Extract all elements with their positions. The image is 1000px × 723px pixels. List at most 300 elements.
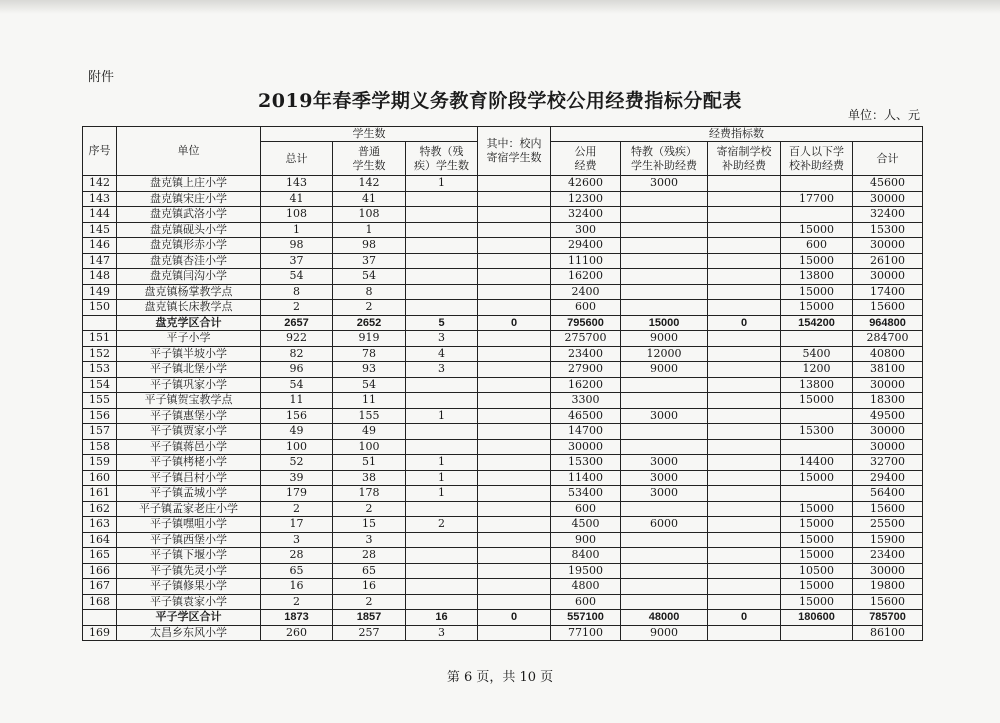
subtotal-row: [83, 315, 923, 331]
row-small-school-subsidy: 15000: [781, 300, 853, 316]
row-boarding: [478, 455, 551, 471]
row-public-funds: 275700: [551, 331, 621, 347]
row-unit-name: 平子镇修果小学: [117, 579, 261, 595]
row-boarding-subsidy: [708, 517, 781, 533]
row-total: 28: [261, 548, 333, 564]
row-boarding: [478, 532, 551, 548]
row-regular: 100: [333, 439, 406, 455]
row-boarding: [478, 517, 551, 533]
row-public-funds: 30000: [551, 439, 621, 455]
row-public-funds: 46500: [551, 408, 621, 424]
row-unit-name: 平子镇孟城小学: [117, 486, 261, 502]
row-seq: 144: [83, 207, 117, 223]
header-unit: 单位: [117, 127, 261, 176]
row-unit-name: 平子镇嘿咀小学: [117, 517, 261, 533]
row-boarding-subsidy: [708, 300, 781, 316]
row-special-subsidy: [621, 548, 708, 564]
row-special-subsidy: [621, 563, 708, 579]
row-small-school-subsidy: 13800: [781, 269, 853, 285]
row-boarding-subsidy: [708, 625, 781, 641]
row-sum: 30000: [853, 424, 923, 440]
row-boarding: [478, 222, 551, 238]
row-seq: 153: [83, 362, 117, 378]
row-regular: 28: [333, 548, 406, 564]
row-seq: [83, 610, 117, 626]
row-total: 54: [261, 377, 333, 393]
row-unit-name: 平子小学: [117, 331, 261, 347]
row-public-funds: 11100: [551, 253, 621, 269]
table-row: [83, 393, 923, 409]
allocation-table: [82, 126, 923, 641]
row-unit-name: 平子镇北堡小学: [117, 362, 261, 378]
table-row: [83, 548, 923, 564]
row-seq: 164: [83, 532, 117, 548]
row-special: 1: [406, 408, 478, 424]
row-special: [406, 532, 478, 548]
row-total: 39: [261, 470, 333, 486]
row-special-subsidy: [621, 532, 708, 548]
row-special-subsidy: [621, 439, 708, 455]
row-small-school-subsidy: 14400: [781, 455, 853, 471]
row-special: 4: [406, 346, 478, 362]
row-special-subsidy: [621, 579, 708, 595]
row-unit-name: 平子镇半坡小学: [117, 346, 261, 362]
row-public-funds: 12300: [551, 191, 621, 207]
row-special: [406, 238, 478, 254]
row-total: 8: [261, 284, 333, 300]
row-sum: 15600: [853, 501, 923, 517]
row-special-subsidy: 48000: [621, 610, 708, 626]
row-total: 65: [261, 563, 333, 579]
row-special-subsidy: [621, 424, 708, 440]
table-row: [83, 563, 923, 579]
row-boarding-subsidy: [708, 269, 781, 285]
table-body: [83, 176, 923, 641]
row-boarding-subsidy: [708, 362, 781, 378]
row-special: [406, 563, 478, 579]
row-sum: 785700: [853, 610, 923, 626]
row-total: 98: [261, 238, 333, 254]
table-row: [83, 238, 923, 254]
row-boarding-subsidy: [708, 222, 781, 238]
row-boarding: [478, 207, 551, 223]
row-special-subsidy: [621, 300, 708, 316]
row-sum: 26100: [853, 253, 923, 269]
row-public-funds: 53400: [551, 486, 621, 502]
row-public-funds: 4500: [551, 517, 621, 533]
row-boarding-subsidy: [708, 284, 781, 300]
row-special: 3: [406, 331, 478, 347]
row-seq: 151: [83, 331, 117, 347]
row-seq: 143: [83, 191, 117, 207]
row-boarding-subsidy: [708, 486, 781, 502]
row-boarding-subsidy: [708, 424, 781, 440]
row-small-school-subsidy: [781, 331, 853, 347]
row-boarding: 0: [478, 610, 551, 626]
row-public-funds: 11400: [551, 470, 621, 486]
row-unit-name: 平子学区合计: [117, 610, 261, 626]
row-boarding-subsidy: 0: [708, 610, 781, 626]
row-unit-name: 盘克镇闫沟小学: [117, 269, 261, 285]
row-total: 2: [261, 501, 333, 517]
row-regular: 54: [333, 269, 406, 285]
row-sum: 18300: [853, 393, 923, 409]
row-boarding: [478, 362, 551, 378]
row-boarding: [478, 424, 551, 440]
table-row: [83, 222, 923, 238]
row-special-subsidy: [621, 253, 708, 269]
row-small-school-subsidy: 15000: [781, 548, 853, 564]
row-seq: 163: [83, 517, 117, 533]
row-total: 1: [261, 222, 333, 238]
row-small-school-subsidy: [781, 207, 853, 223]
row-boarding-subsidy: 0: [708, 315, 781, 331]
row-sum: 29400: [853, 470, 923, 486]
row-total: 2657: [261, 315, 333, 331]
table-row: [83, 470, 923, 486]
row-seq: [83, 315, 117, 331]
row-seq: 150: [83, 300, 117, 316]
row-special: [406, 594, 478, 610]
row-special-subsidy: [621, 207, 708, 223]
row-regular: 142: [333, 176, 406, 192]
row-special-subsidy: 15000: [621, 315, 708, 331]
row-small-school-subsidy: [781, 408, 853, 424]
row-total: 260: [261, 625, 333, 641]
header-students-group: 学生数: [261, 127, 478, 142]
table-row: [83, 253, 923, 269]
row-sum: 56400: [853, 486, 923, 502]
row-small-school-subsidy: 15000: [781, 501, 853, 517]
row-special-subsidy: 12000: [621, 346, 708, 362]
row-boarding-subsidy: [708, 579, 781, 595]
row-sum: 30000: [853, 191, 923, 207]
table-row: [83, 284, 923, 300]
row-special: [406, 579, 478, 595]
row-sum: 15300: [853, 222, 923, 238]
header-funds-group: 经费指标数: [551, 127, 923, 142]
table-row: [83, 486, 923, 502]
row-regular: 2: [333, 501, 406, 517]
row-total: 11: [261, 393, 333, 409]
row-public-funds: 3300: [551, 393, 621, 409]
row-regular: 919: [333, 331, 406, 347]
row-small-school-subsidy: [781, 486, 853, 502]
row-public-funds: 600: [551, 594, 621, 610]
row-public-funds: 4800: [551, 579, 621, 595]
row-regular: 1857: [333, 610, 406, 626]
row-regular: 37: [333, 253, 406, 269]
row-small-school-subsidy: 600: [781, 238, 853, 254]
row-small-school-subsidy: [781, 625, 853, 641]
row-special: 3: [406, 625, 478, 641]
header-total: 总计: [261, 142, 333, 176]
header-special-subsidy: 特教（残疾） 学生补助经费: [621, 142, 708, 176]
row-boarding: [478, 408, 551, 424]
row-seq: 149: [83, 284, 117, 300]
row-unit-name: 平子镇贺宝教学点: [117, 393, 261, 409]
row-special: [406, 548, 478, 564]
table-row: [83, 300, 923, 316]
row-unit-name: 盘克镇杨掌教学点: [117, 284, 261, 300]
row-seq: 158: [83, 439, 117, 455]
row-small-school-subsidy: 15000: [781, 532, 853, 548]
row-special: [406, 439, 478, 455]
row-public-funds: 32400: [551, 207, 621, 223]
row-unit-name: 平子镇吕村小学: [117, 470, 261, 486]
row-special: 5: [406, 315, 478, 331]
row-small-school-subsidy: 1200: [781, 362, 853, 378]
row-seq: 154: [83, 377, 117, 393]
row-regular: 2: [333, 300, 406, 316]
row-unit-name: 盘克镇砚头小学: [117, 222, 261, 238]
row-special-subsidy: [621, 501, 708, 517]
row-special-subsidy: 9000: [621, 331, 708, 347]
row-boarding: [478, 253, 551, 269]
row-boarding: [478, 563, 551, 579]
row-public-funds: 15300: [551, 455, 621, 471]
row-boarding: [478, 269, 551, 285]
row-regular: 49: [333, 424, 406, 440]
row-seq: 159: [83, 455, 117, 471]
row-regular: 2652: [333, 315, 406, 331]
row-seq: 147: [83, 253, 117, 269]
table-row: [83, 346, 923, 362]
row-unit-name: 平子镇西堡小学: [117, 532, 261, 548]
row-special-subsidy: 3000: [621, 455, 708, 471]
row-sum: 86100: [853, 625, 923, 641]
table-row: [83, 362, 923, 378]
row-unit-name: 盘克镇宋庄小学: [117, 191, 261, 207]
row-regular: 98: [333, 238, 406, 254]
row-regular: 38: [333, 470, 406, 486]
row-special-subsidy: [621, 594, 708, 610]
row-total: 96: [261, 362, 333, 378]
row-unit-name: 平子镇袁家小学: [117, 594, 261, 610]
row-special: 1: [406, 455, 478, 471]
row-regular: 1: [333, 222, 406, 238]
row-special: [406, 191, 478, 207]
row-special: [406, 284, 478, 300]
row-public-funds: 900: [551, 532, 621, 548]
row-sum: 15600: [853, 300, 923, 316]
row-unit-name: 平子镇巩家小学: [117, 377, 261, 393]
row-total: 108: [261, 207, 333, 223]
row-special: [406, 501, 478, 517]
row-sum: 17400: [853, 284, 923, 300]
row-public-funds: 600: [551, 300, 621, 316]
row-unit-name: 盘克镇武洛小学: [117, 207, 261, 223]
row-boarding-subsidy: [708, 331, 781, 347]
row-public-funds: 19500: [551, 563, 621, 579]
row-sum: 19800: [853, 579, 923, 595]
row-special-subsidy: 3000: [621, 408, 708, 424]
table-row: [83, 207, 923, 223]
row-unit-name: 盘克镇形赤小学: [117, 238, 261, 254]
header-boarding: 其中：校内 寄宿学生数: [478, 127, 551, 176]
row-total: 37: [261, 253, 333, 269]
row-public-funds: 29400: [551, 238, 621, 254]
row-boarding: [478, 548, 551, 564]
row-boarding: [478, 439, 551, 455]
row-special-subsidy: 9000: [621, 625, 708, 641]
row-small-school-subsidy: 15000: [781, 579, 853, 595]
row-seq: 145: [83, 222, 117, 238]
row-sum: 32700: [853, 455, 923, 471]
row-sum: 284700: [853, 331, 923, 347]
header-special: 特教（残 疾）学生数: [406, 142, 478, 176]
row-sum: 49500: [853, 408, 923, 424]
row-boarding-subsidy: [708, 377, 781, 393]
table-row: [83, 377, 923, 393]
row-special: [406, 300, 478, 316]
row-special: [406, 424, 478, 440]
row-total: 17: [261, 517, 333, 533]
row-total: 2: [261, 300, 333, 316]
row-unit-name: 平子镇惠堡小学: [117, 408, 261, 424]
row-boarding: [478, 331, 551, 347]
row-boarding-subsidy: [708, 455, 781, 471]
row-seq: 155: [83, 393, 117, 409]
row-total: 3: [261, 532, 333, 548]
row-unit-name: 平子镇贾家小学: [117, 424, 261, 440]
row-boarding: [478, 377, 551, 393]
row-regular: 11: [333, 393, 406, 409]
row-sum: 15600: [853, 594, 923, 610]
row-sum: 15900: [853, 532, 923, 548]
row-unit-name: 平子镇下堰小学: [117, 548, 261, 564]
row-seq: 161: [83, 486, 117, 502]
row-small-school-subsidy: 15300: [781, 424, 853, 440]
row-boarding: [478, 501, 551, 517]
row-seq: 148: [83, 269, 117, 285]
row-special: [406, 253, 478, 269]
row-boarding-subsidy: [708, 439, 781, 455]
row-public-funds: 27900: [551, 362, 621, 378]
row-unit-name: 盘克镇长床教学点: [117, 300, 261, 316]
row-small-school-subsidy: [781, 439, 853, 455]
row-small-school-subsidy: 17700: [781, 191, 853, 207]
header-sum: 合计: [853, 142, 923, 176]
row-boarding-subsidy: [708, 532, 781, 548]
table-row: [83, 191, 923, 207]
row-small-school-subsidy: 15000: [781, 517, 853, 533]
row-regular: 16: [333, 579, 406, 595]
row-special-subsidy: [621, 284, 708, 300]
row-boarding-subsidy: [708, 501, 781, 517]
row-regular: 15: [333, 517, 406, 533]
row-unit-name: 平子镇栲栳小学: [117, 455, 261, 471]
row-regular: 108: [333, 207, 406, 223]
row-total: 156: [261, 408, 333, 424]
row-regular: 3: [333, 532, 406, 548]
row-total: 1873: [261, 610, 333, 626]
row-special: 1: [406, 176, 478, 192]
row-boarding: [478, 346, 551, 362]
row-boarding-subsidy: [708, 207, 781, 223]
row-small-school-subsidy: 15000: [781, 284, 853, 300]
row-total: 52: [261, 455, 333, 471]
row-sum: 23400: [853, 548, 923, 564]
row-public-funds: 16200: [551, 269, 621, 285]
table-row: [83, 579, 923, 595]
row-special-subsidy: 6000: [621, 517, 708, 533]
header-small-school: 百人以下学 校补助经费: [781, 142, 853, 176]
subtotal-row: [83, 610, 923, 626]
header-public: 公用 经费: [551, 142, 621, 176]
row-special-subsidy: [621, 377, 708, 393]
row-regular: 51: [333, 455, 406, 471]
row-small-school-subsidy: 154200: [781, 315, 853, 331]
table-row: [83, 594, 923, 610]
row-boarding-subsidy: [708, 253, 781, 269]
row-sum: 45600: [853, 176, 923, 192]
row-small-school-subsidy: 15000: [781, 253, 853, 269]
row-seq: 162: [83, 501, 117, 517]
row-small-school-subsidy: 15000: [781, 470, 853, 486]
row-special-subsidy: [621, 191, 708, 207]
table-row: [83, 439, 923, 455]
row-boarding-subsidy: [708, 191, 781, 207]
row-special: [406, 269, 478, 285]
row-boarding-subsidy: [708, 346, 781, 362]
row-seq: 165: [83, 548, 117, 564]
unit-label: 单位：人、元: [847, 108, 920, 122]
row-sum: 40800: [853, 346, 923, 362]
row-regular: 78: [333, 346, 406, 362]
row-boarding-subsidy: [708, 408, 781, 424]
row-boarding: [478, 191, 551, 207]
row-public-funds: 16200: [551, 377, 621, 393]
row-regular: 54: [333, 377, 406, 393]
row-special: [406, 222, 478, 238]
row-special: [406, 393, 478, 409]
row-small-school-subsidy: 15000: [781, 594, 853, 610]
table-row: [83, 269, 923, 285]
row-special: 1: [406, 486, 478, 502]
row-seq: 166: [83, 563, 117, 579]
row-total: 49: [261, 424, 333, 440]
table-row: [83, 176, 923, 192]
row-sum: 30000: [853, 563, 923, 579]
header-seq: 序号: [83, 127, 117, 176]
row-boarding-subsidy: [708, 563, 781, 579]
row-total: 179: [261, 486, 333, 502]
row-special: [406, 377, 478, 393]
header-regular: 普通 学生数: [333, 142, 406, 176]
row-public-funds: 42600: [551, 176, 621, 192]
row-special: [406, 207, 478, 223]
row-total: 100: [261, 439, 333, 455]
table-row: [83, 424, 923, 440]
row-boarding: [478, 238, 551, 254]
row-seq: 146: [83, 238, 117, 254]
row-small-school-subsidy: 10500: [781, 563, 853, 579]
row-sum: 32400: [853, 207, 923, 223]
row-special-subsidy: [621, 393, 708, 409]
row-unit-name: 平子镇孟家老庄小学: [117, 501, 261, 517]
row-special-subsidy: 3000: [621, 176, 708, 192]
attachment-label: 附件: [88, 70, 115, 85]
scan-edge: [0, 0, 1000, 14]
row-unit-name: 平子镇先灵小学: [117, 563, 261, 579]
row-small-school-subsidy: 180600: [781, 610, 853, 626]
header-boarding-subsidy: 寄宿制学校 补助经费: [708, 142, 781, 176]
row-unit-name: 平子镇蒋邑小学: [117, 439, 261, 455]
row-special-subsidy: 3000: [621, 470, 708, 486]
row-small-school-subsidy: 15000: [781, 393, 853, 409]
row-public-funds: 600: [551, 501, 621, 517]
